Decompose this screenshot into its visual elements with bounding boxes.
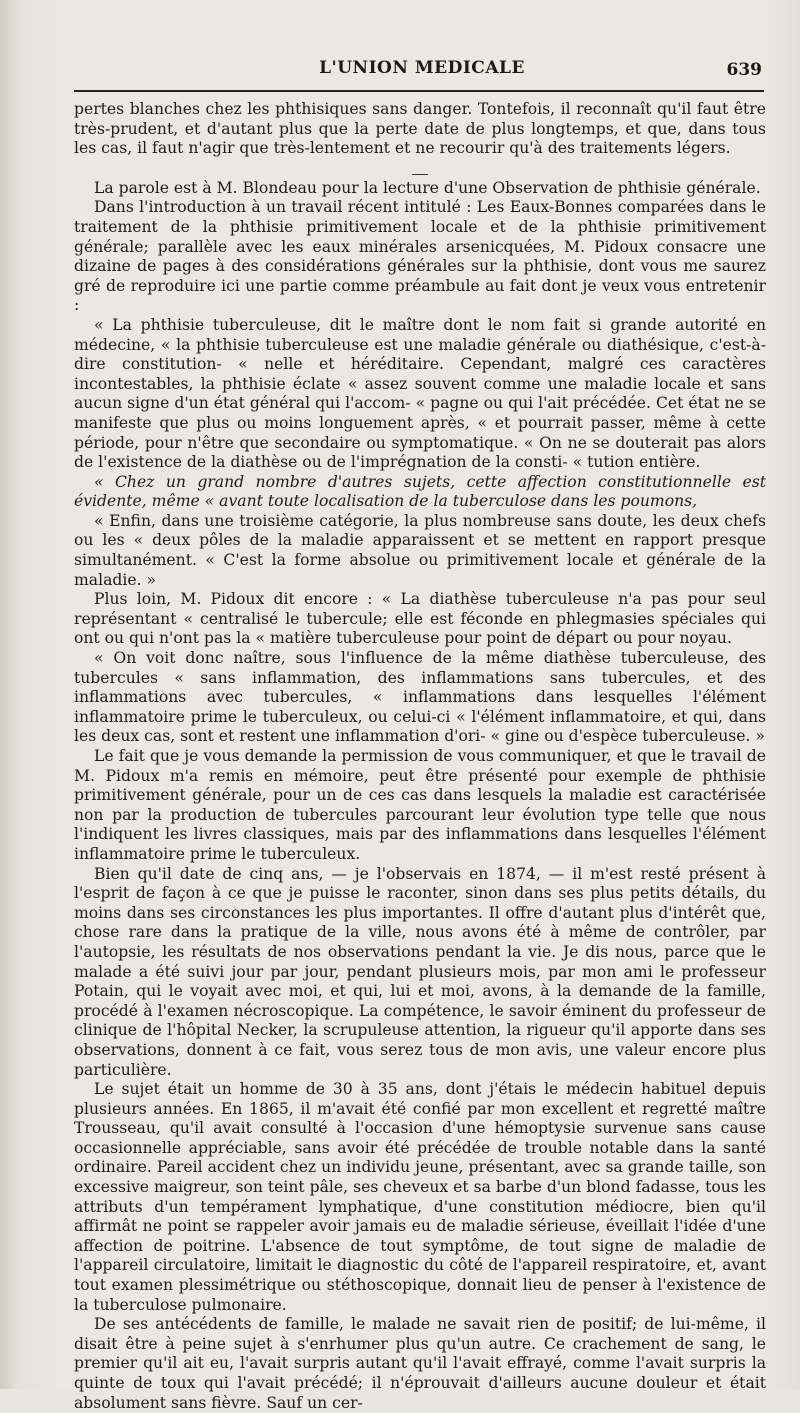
quote-paragraph: « On voit donc naître, sous l'influence de la même diathèse tuberculeuse, des tubercules « sans inflammation, des inflammations sans tubercules, et des inflammations avec tubercules, « inflammations dans lesquelles l'élément inflammatoire prime le tuberculeux, ou celui-ci « l'élément inflammatoire, et qui, dans les deux cas, sont et restent une inflammation d'ori- « gine ou d'espèce tuberculeuse. »	[74, 649, 766, 746]
paragraph: pertes blanches chez les phthisiques sans danger. Tontefois, il reconnaît qu'il faut être très-prudent, et d'autant plus que la perte date de plus longtemps, et que, dans tous les cas, il faut n'agir que très-lentement et ne recourir qu'à des traitements légers.	[74, 100, 766, 158]
quote-paragraph: « La phthisie tuberculeuse, dit le maître dont le nom fait si grande autorité en médecine, « la phthisie tuberculeuse est une maladie générale ou diathésique, c'est-à-dire constitution- « nelle et héréditaire. Cependant, malgré ces caractères incontestables, la phthisie éclate « assez souvent comme une maladie locale et sans aucun signe d'un état général qui l'accom- « pagne ou qui l'ait précédée. Cet état ne se manifeste que plus ou moins longuement après, « et pourrait passer, même à cette période, pour n'être que secondaire ou symptomatique. « On ne se douterait pas alors de l'existence de la diathèse ou de l'imprégnation de la consti- « tution entière.	[74, 315, 766, 472]
paragraph: Plus loin, M. Pidoux dit encore : « La diathèse tuberculeuse n'a pas pour seul représentant « centralisé le tubercule; elle est féconde en phlegmasies spéciales qui ont ou qui n'ont pas la « matière tuberculeuse pour point de départ ou pour noyau.	[74, 590, 766, 648]
paragraph: Le fait que je vous demande la permission de vous communiquer, et que le travail de M. Pidoux m'a remis en mémoire, peut être présenté pour exemple de phthisie primitivement générale, pour un de ces cas dans lesquels la maladie est caractérisée non par la production de tubercules parcourant leur évolution type telle que nous l'indiquent les livres classiques, mais par des inflammations dans lesquelles l'élément inflammatoire prime le tuberculeux.	[74, 747, 766, 863]
paragraph: Bien qu'il date de cinq ans, — je l'observais en 1874, — il m'est resté présent à l'esprit de façon à ce que je puisse le raconter, sinon dans ses plus petits détails, du moins dans ses circonstances les plus importantes. Il offre d'autant plus d'intérêt que, chose rare dans la pratique de la ville, nous avons été à même de contrôler, par l'autopsie, les résultats de nos observations pendant la vie. Je dis nous, parce que le malade a été suivi jour par jour, pendant plusieurs mois, par mon ami le professeur Potain, qui le voyait avec moi, et qui, lui et moi, avons, à la demande de la famille, procédé à l'examen nécroscopique. La compétence, le savoir éminent du professeur de clinique de l'hôpital Necker, la scrupuleuse attention, la rigueur qu'il apporte dans ses observations, donnent à ce fait, vous serez tous de mon avis, une valeur encore plus particulière.	[74, 864, 766, 1079]
quote-paragraph: « Enfin, dans une troisième catégorie, la plus nombreuse sans doute, les deux chefs ou les « deux pôles de la maladie apparaissent et se mettent en rapport presque simultanément. « C'est la forme absolue ou primitivement locale et générale de la maladie. »	[74, 511, 766, 589]
page-header	[74, 58, 770, 88]
section-separator	[74, 165, 766, 175]
article-body	[74, 100, 766, 1413]
paragraph: Dans l'introduction à un travail récent intitulé : Les Eaux-Bonnes comparées dans le traitement de la phthisie primitivement locale et de la phthisie primitivement générale; parallèle avec les eaux minérales arsenicquées, M. Pidoux consacre une dizaine de pages à des considérations générales sur la phthisie, dont vous me saurez gré de reproduire ici une partie comme préambule au fait dont je veux vous entretenir :	[74, 198, 766, 315]
page-number: 639	[726, 60, 762, 80]
quote-paragraph: « Chez un grand nombre d'autres sujets, cette affection constitutionnelle est évidente, même « avant toute localisation de la tuberculose dans les poumons,	[74, 472, 766, 511]
header-rule	[74, 90, 764, 92]
paragraph: Le sujet était un homme de 30 à 35 ans, dont j'étais le médecin habituel depuis plusieurs années. En 1865, il m'avait été confié par mon excellent et regretté maître Trousseau, qu'il avait consulté à l'occasion d'une hémoptysie survenue sans cause occasionnelle appréciable, sans avoir été précédée de trouble notable dans la santé ordinaire. Pareil accident chez un individu jeune, présentant, avec sa grande taille, son excessive maigreur, son teint pâle, ses cheveux et sa barbe d'un blond fadasse, tous les attributs d'un tempérament lymphatique, d'une constitution médiocre, bien qu'il affirmât ne point se rappeler avoir jamais eu de maladie sérieuse, éveillait l'idée d'une affection de poitrine. L'absence de tout symptôme, de tout signe de maladie de l'appareil circulatoire, limitait le diagnostic du côté de l'appareil respiratoire, et, avant tout examen plessimétrique ou stéthoscopique, donnait lieu de penser à l'existence de la tuberculose pulmonaire.	[74, 1080, 766, 1314]
paragraph: La parole est à M. Blondeau pour la lecture d'une Observation de phthisie générale.	[94, 178, 761, 197]
paragraph: De ses antécédents de famille, le malade ne savait rien de positif; de lui-même, il disait être à peine sujet à s'enrhumer plus qu'un autre. Ce crachement de sang, le premier qu'il ait eu, l'avait surpris autant qu'il l'avait effrayé, comme l'avait surpris la quinte de toux qui l'avait précédé; il n'éprouvait d'ailleurs aucune douleur et était absolument sans fièvre. Sauf un cer-	[74, 1315, 766, 1412]
running-title: L'UNION MEDICALE	[319, 58, 525, 78]
